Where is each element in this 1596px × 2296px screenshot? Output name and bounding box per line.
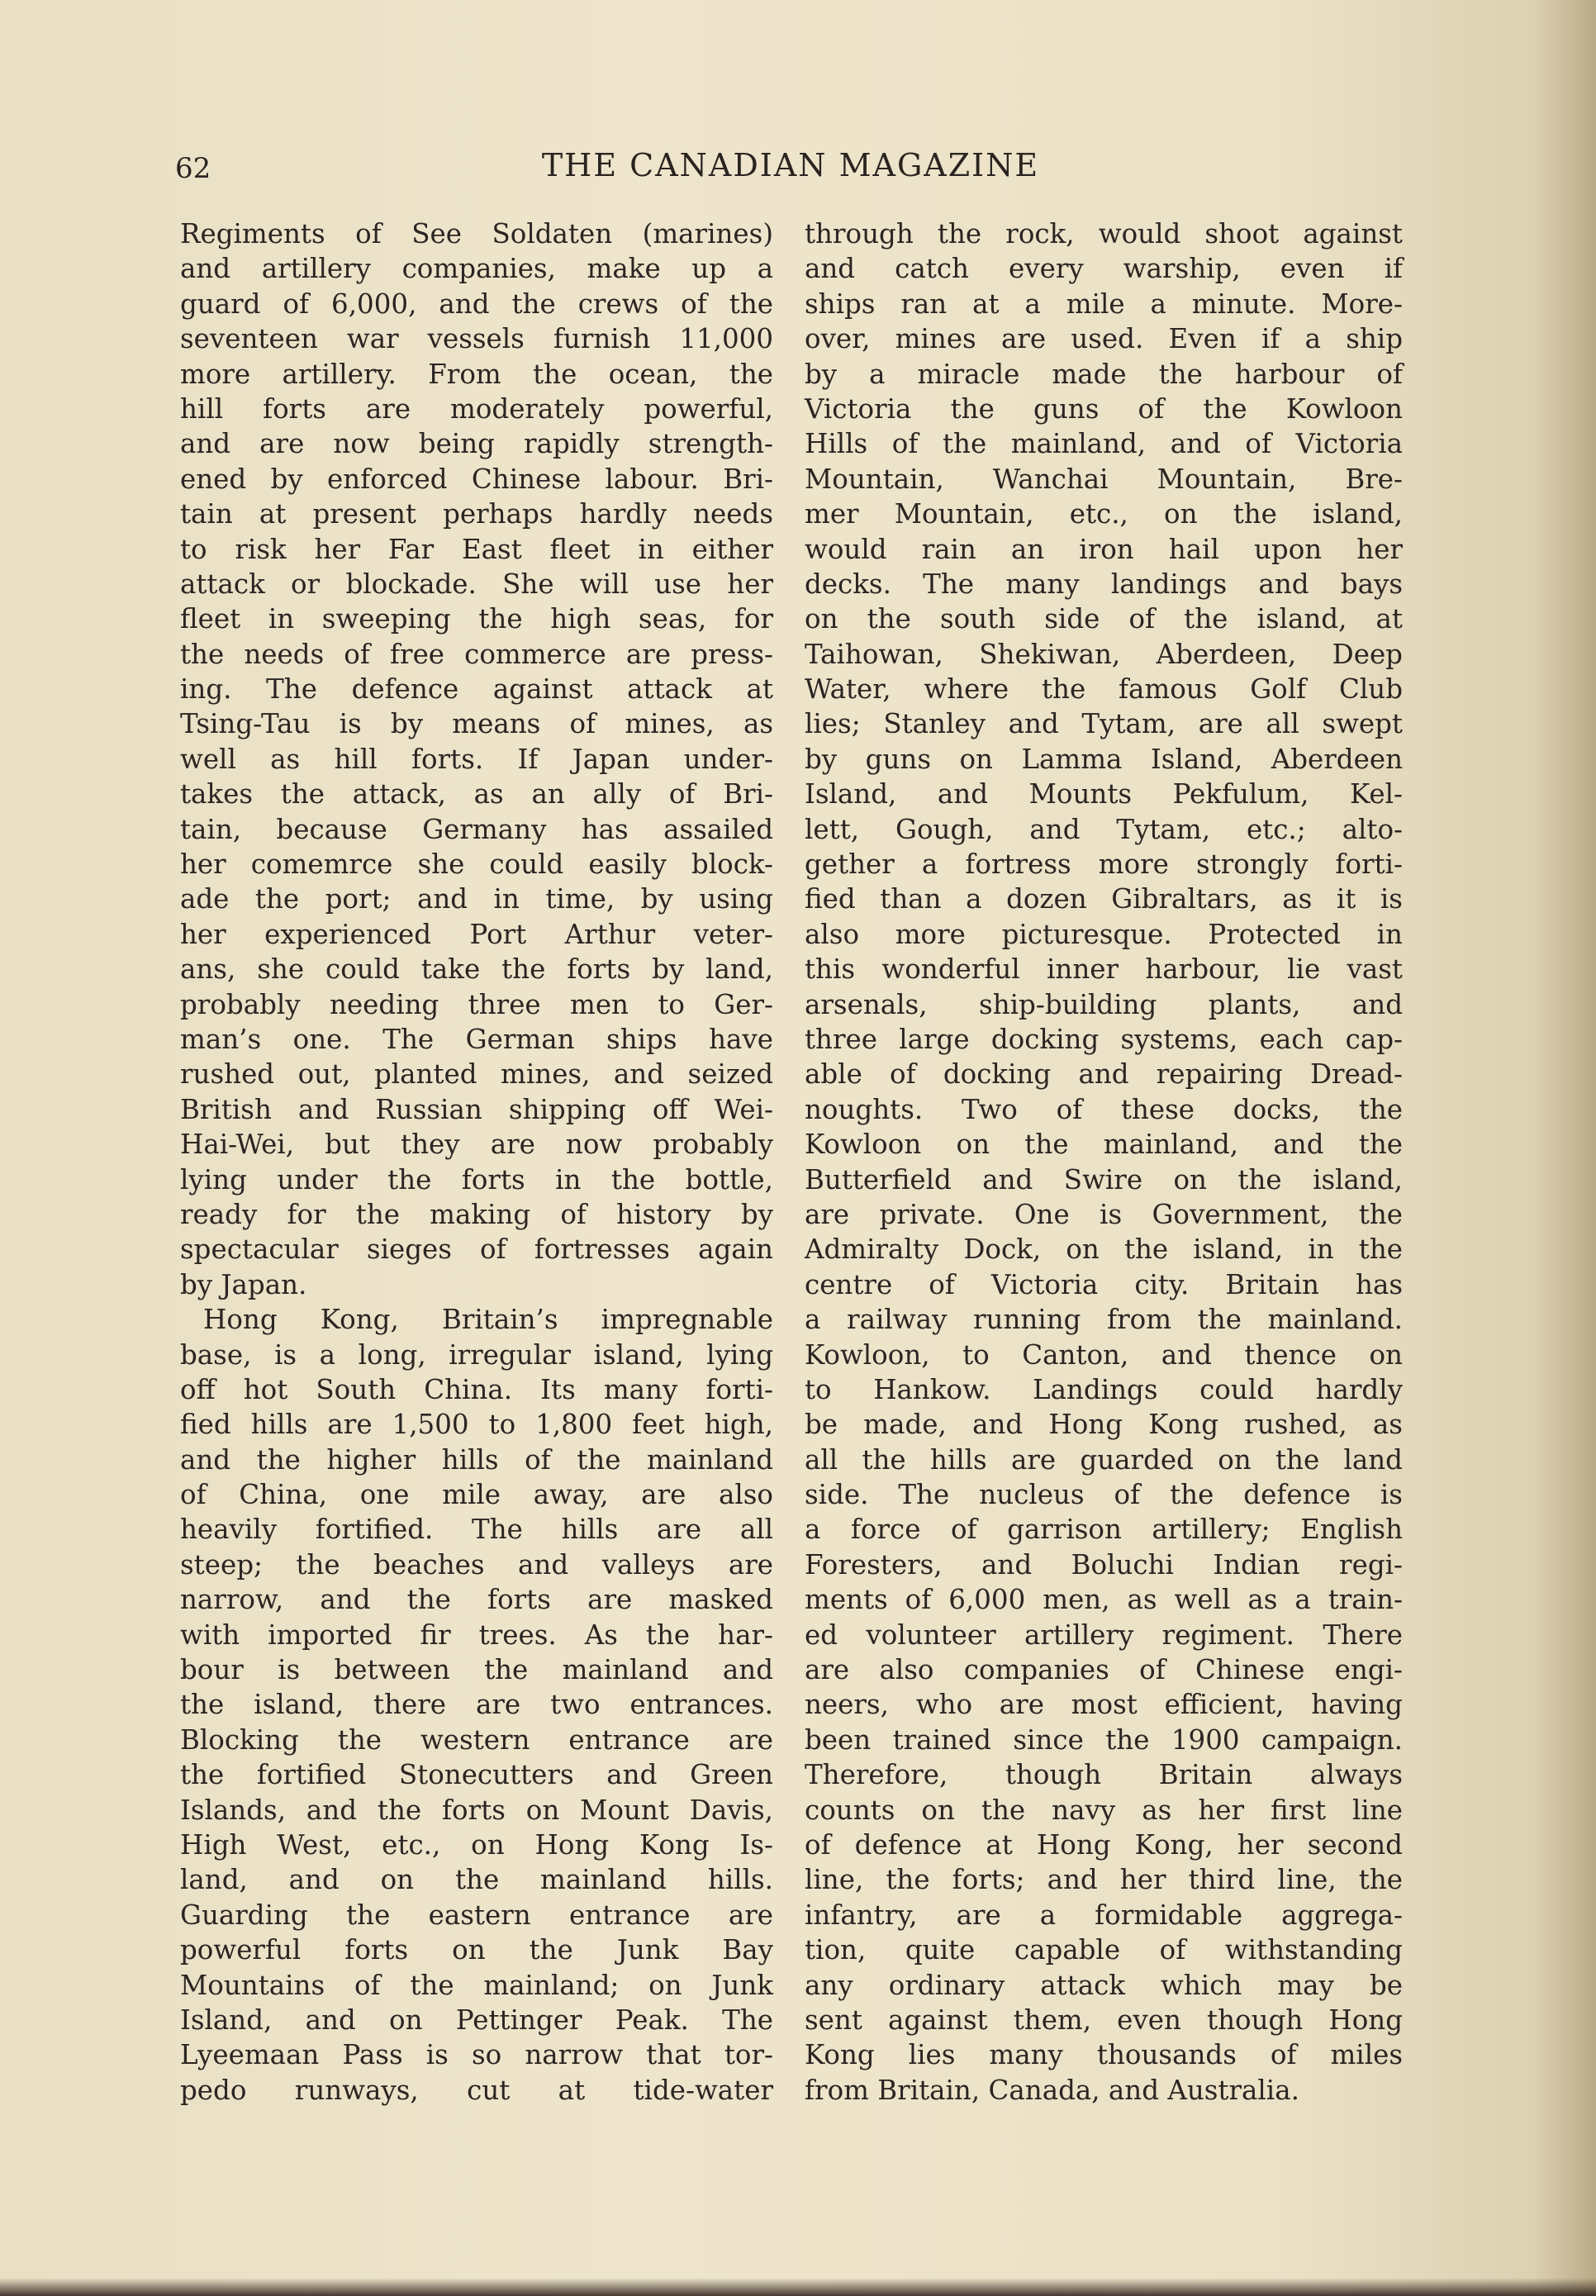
text-line: on the south side of the island, at — [805, 603, 1403, 635]
text-line: the needs of free commerce are press- — [180, 638, 773, 670]
text-line: more artillery. From the ocean, the — [180, 358, 773, 390]
text-line: Blocking the western entrance are — [180, 1723, 773, 1756]
text-line: pedo runways, cut at tide-water — [180, 2074, 773, 2106]
text-line: be made, and Hong Kong rushed, as — [805, 1409, 1403, 1441]
text-line: would rain an iron hail upon her — [805, 533, 1403, 565]
text-line: fied hills are 1,500 to 1,800 feet high, — [180, 1409, 773, 1441]
text-line: High West, etc., on Hong Kong Is- — [180, 1828, 773, 1861]
text-line: noughts. Two of these docks, the — [805, 1093, 1403, 1125]
text-line: from Britain, Canada, and Australia. — [805, 2074, 1299, 2106]
text-line: tain at present perhaps hardly needs — [180, 498, 773, 530]
text-line: Lyeemaan Pass is so narrow that tor- — [180, 2039, 773, 2071]
text-line: her experienced Port Arthur veter- — [180, 918, 773, 950]
text-line: tion, quite capable of withstanding — [805, 1934, 1403, 1966]
text-line: Hai-Wei, but they are now probably — [180, 1129, 773, 1161]
text-line: Butterfield and Swire on the island, — [805, 1163, 1403, 1196]
text-line: Hills of the mainland, and of Victoria — [805, 428, 1403, 460]
text-line: by guns on Lamma Island, Aberdeen — [805, 743, 1403, 775]
text-line: to risk her Far East fleet in either — [180, 533, 773, 565]
text-line: Taihowan, Shekiwan, Aberdeen, Deep — [805, 638, 1403, 670]
text-line: infantry, are a formidable aggrega- — [805, 1899, 1403, 1931]
text-line: Regiments of See Soldaten (marines) — [180, 218, 773, 250]
text-line: centre of Victoria city. Britain has — [805, 1268, 1403, 1300]
text-line: a force of garrison artillery; English — [805, 1514, 1403, 1546]
text-line: been trained since the 1900 campaign. — [805, 1723, 1403, 1756]
text-line: Guarding the eastern entrance are — [180, 1899, 773, 1931]
text-line: Mountains of the mainland; on Junk — [180, 1969, 773, 2001]
text-line: ade the port; and in time, by using — [180, 883, 773, 915]
text-line: Victoria the guns of the Kowloon — [805, 392, 1403, 425]
text-line: Admiralty Dock, on the island, in the — [805, 1234, 1403, 1266]
text-line: Islands, and the forts on Mount Davis, — [180, 1794, 773, 1826]
text-line: spectacular sieges of fortresses again — [180, 1234, 773, 1266]
text-line: rushed out, planted mines, and seized — [180, 1058, 773, 1091]
text-line: ed volunteer artillery regiment. There — [805, 1619, 1403, 1651]
text-line: a railway running from the mainland. — [805, 1304, 1403, 1336]
text-line: to Hankow. Landings could hardly — [805, 1373, 1403, 1405]
text-line: gether a fortress more strongly forti- — [805, 849, 1403, 881]
text-line: Mountain, Wanchai Mountain, Bre- — [805, 463, 1403, 495]
text-line: fleet in sweeping the high seas, for — [180, 603, 773, 635]
text-line: lies; Stanley and Tytam, are all swept — [805, 708, 1403, 740]
text-line: takes the attack, as an ally of Bri- — [180, 778, 773, 810]
text-line: ments of 6,000 men, as well as a train- — [805, 1584, 1403, 1616]
text-line: Kong lies many thousands of miles — [805, 2039, 1403, 2071]
text-line: Island, and Mounts Pekfulum, Kel- — [805, 778, 1403, 810]
text-line: sent against them, even though Hong — [805, 2004, 1403, 2036]
text-line: narrow, and the forts are masked — [180, 1584, 773, 1616]
text-line: base, is a long, irregular island, lying — [180, 1338, 773, 1371]
text-line: are private. One is Government, the — [805, 1198, 1403, 1230]
text-line: fied than a dozen Gibraltars, as it is — [805, 883, 1403, 915]
text-line: bour is between the mainland and — [180, 1654, 773, 1686]
text-line: tain, because Germany has assailed — [180, 813, 773, 845]
text-line: with imported fir trees. As the har- — [180, 1619, 773, 1651]
text-line: hill forts are moderately powerful, — [180, 392, 773, 425]
text-line: ships ran at a mile a minute. More- — [805, 288, 1403, 320]
text-line: any ordinary attack which may be — [805, 1969, 1403, 2001]
page-edge-shadow — [0, 2278, 1596, 2296]
page-header — [175, 147, 1406, 197]
text-line: also more picturesque. Protected in — [805, 918, 1403, 950]
text-line: Tsing-Tau is by means of mines, as — [180, 708, 773, 740]
text-line: and catch every warship, even if — [805, 253, 1403, 285]
text-line: lying under the forts in the bottle, — [180, 1163, 773, 1196]
text-line: probably needing three men to Ger- — [180, 988, 773, 1020]
text-line: by a miracle made the harbour of — [805, 358, 1403, 390]
text-line: and artillery companies, make up a — [180, 253, 773, 285]
text-line: seventeen war vessels furnish 11,000 — [180, 323, 773, 355]
text-line: off hot South China. Its many forti- — [180, 1373, 773, 1405]
text-line: powerful forts on the Junk Bay — [180, 1934, 773, 1966]
text-line: and the higher hills of the mainland — [180, 1443, 773, 1476]
text-line: of China, one mile away, are also — [180, 1479, 773, 1511]
text-line: steep; the beaches and valleys are — [180, 1548, 773, 1581]
text-line: over, mines are used. Even if a ship — [805, 323, 1403, 355]
text-line: heavily fortified. The hills are all — [180, 1514, 773, 1546]
text-line: Kowloon, to Canton, and thence on — [805, 1338, 1403, 1371]
text-line: through the rock, would shoot against — [805, 218, 1403, 250]
text-line: well as hill forts. If Japan under- — [180, 743, 773, 775]
text-line: line, the forts; and her third line, the — [805, 1864, 1403, 1896]
text-line: lett, Gough, and Tytam, etc.; alto- — [805, 813, 1403, 845]
left-text-column — [180, 216, 773, 2108]
text-line: Therefore, though Britain always — [805, 1759, 1403, 1791]
text-line: guard of 6,000, and the crews of the — [180, 288, 773, 320]
text-line: ans, she could take the forts by land, — [180, 953, 773, 986]
text-line: attack or blockade. She will use her — [180, 568, 773, 600]
text-line: British and Russian shipping off Wei- — [180, 1093, 773, 1125]
text-line: Kowloon on the mainland, and the — [805, 1129, 1403, 1161]
text-line: the island, there are two entrances. — [180, 1689, 773, 1721]
text-line: able of docking and repairing Dread- — [805, 1058, 1403, 1091]
text-line: ened by enforced Chinese labour. Bri- — [180, 463, 773, 495]
text-line: and are now being rapidly strength- — [180, 428, 773, 460]
text-line: Foresters, and Boluchi Indian regi- — [805, 1548, 1403, 1581]
right-text-column — [805, 216, 1403, 2108]
text-line: ready for the making of history by — [180, 1198, 773, 1230]
text-line: her comemrce she could easily block- — [180, 849, 773, 881]
text-line: Island, and on Pettinger Peak. The — [180, 2004, 773, 2036]
text-line: land, and on the mainland hills. — [180, 1864, 773, 1896]
text-line: decks. The many landings and bays — [805, 568, 1403, 600]
page-number: 62 — [175, 152, 211, 185]
running-head-title: THE CANADIAN MAGAZINE — [541, 147, 1040, 183]
text-line: this wonderful inner harbour, lie vast — [805, 953, 1403, 986]
text-line: Water, where the famous Golf Club — [805, 673, 1403, 706]
text-line: three large docking systems, each cap- — [805, 1023, 1403, 1055]
text-line: arsenals, ship-building plants, and — [805, 988, 1403, 1020]
text-line: side. The nucleus of the defence is — [805, 1479, 1403, 1511]
text-line: counts on the navy as her first line — [805, 1794, 1403, 1826]
text-line: the fortified Stonecutters and Green — [180, 1759, 773, 1791]
text-line: are also companies of Chinese engi- — [805, 1654, 1403, 1686]
text-line: of defence at Hong Kong, her second — [805, 1828, 1403, 1861]
text-line: by Japan. — [180, 1268, 307, 1300]
text-line: neers, who are most efficient, having — [805, 1689, 1403, 1721]
text-line: mer Mountain, etc., on the island, — [805, 498, 1403, 530]
text-line: ing. The defence against attack at — [180, 673, 773, 706]
text-line: all the hills are guarded on the land — [805, 1443, 1403, 1476]
text-line: Hong Kong, Britain’s impregnable — [203, 1304, 773, 1336]
text-line: man’s one. The German ships have — [180, 1023, 773, 1055]
